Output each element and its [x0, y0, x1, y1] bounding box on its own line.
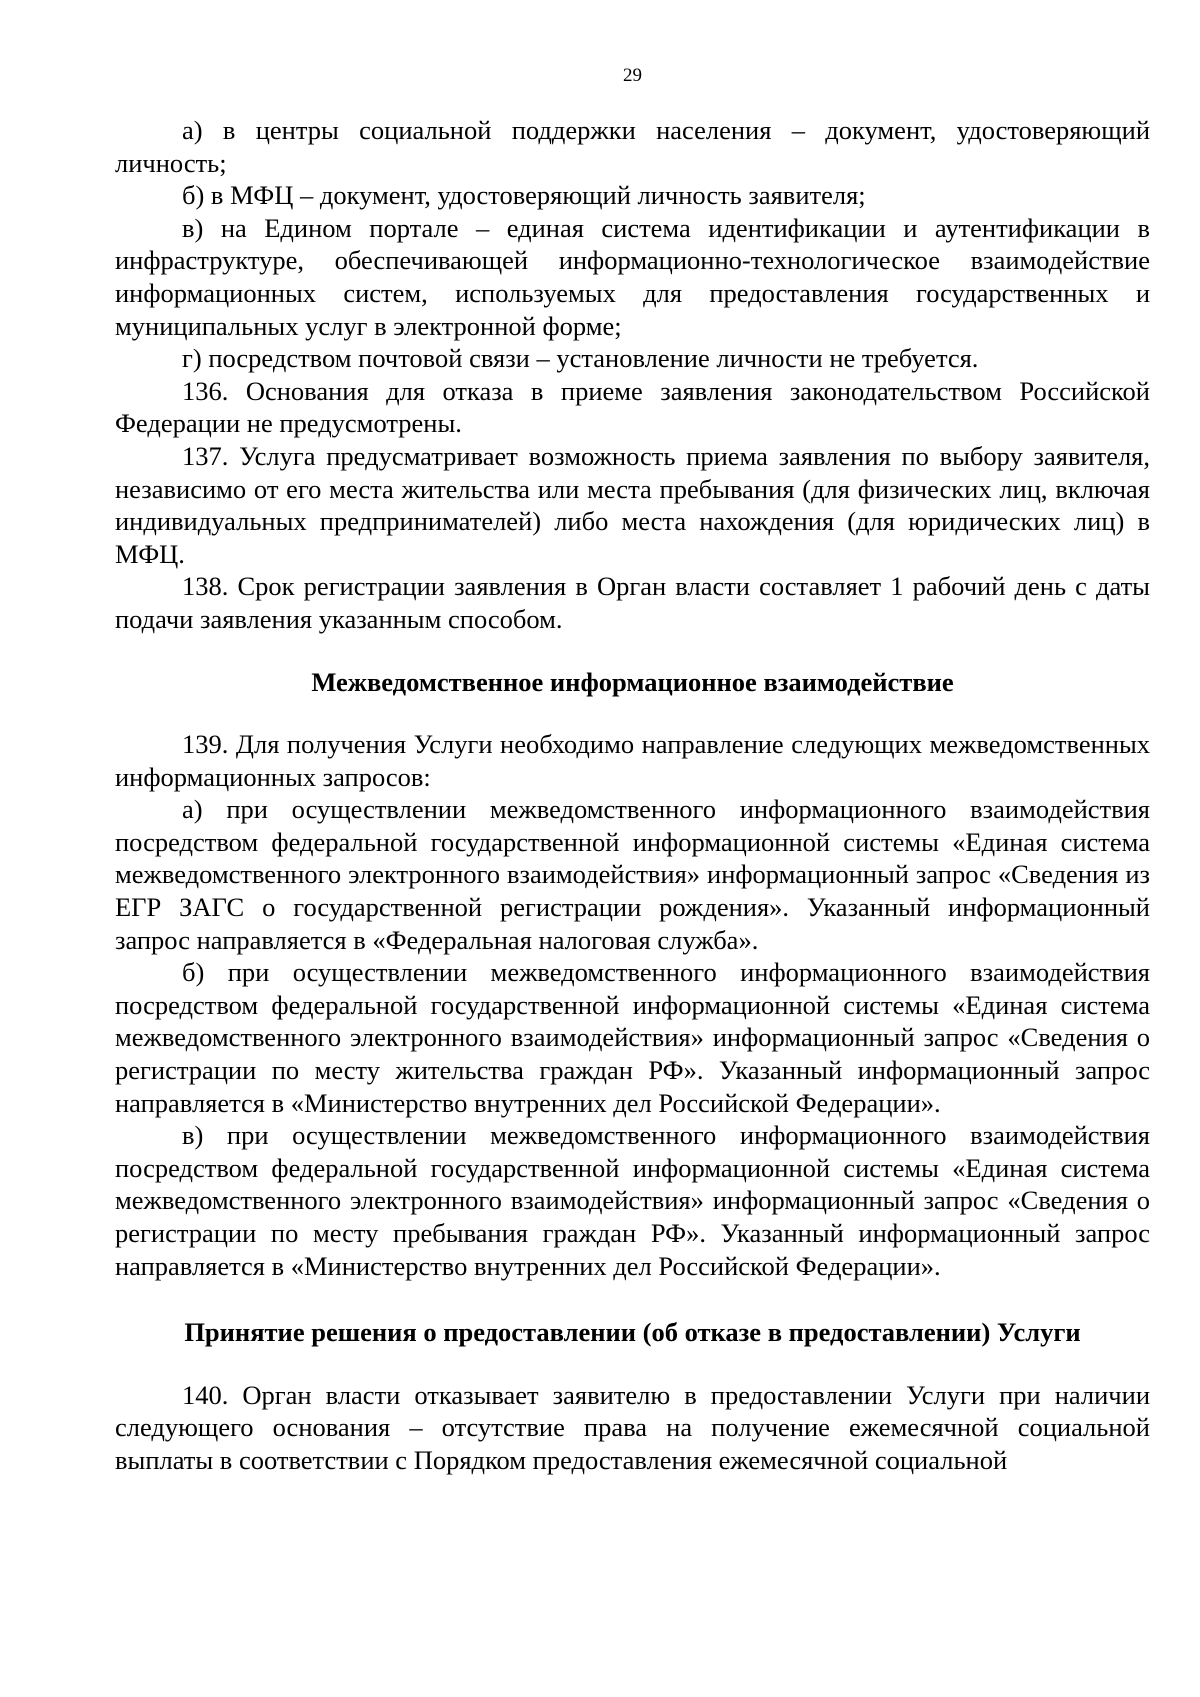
section-heading: Межведомственное информационное взаимодействие	[311, 666, 954, 697]
section-heading: Принятие решения о предоставлении (об отказе в предоставлении) Услуги	[184, 1317, 1081, 1348]
paragraph: в) при осуществлении межведомственного информационного взаимодействия посредством федеральной государственной информационной системы «Единая система межведомственного электронного взаимодействия» информационный запрос «Сведения о регистрации по месту пребывания граждан РФ». Указанный информационный запрос направляется в «Министерство внутренних дел Российской Федерации».	[115, 1120, 1150, 1281]
paragraph: 136. Основания для отказа в приеме заявления законодательством Российской Федерации не предусмотрены.	[115, 375, 1150, 439]
page-number: 29	[623, 65, 642, 86]
paragraph: 139. Для получения Услуги необходимо направление следующих межведомственных информационных запросов:	[115, 729, 1150, 792]
paragraph: 138. Срок регистрации заявления в Орган власти составляет 1 рабочий день с даты подачи заявления указанным способом.	[115, 571, 1150, 634]
paragraph: 140. Орган власти отказывает заявителю в предоставлении Услуги при наличии следующего основания – отсутствие права на получение ежемесячной социальной выплаты в соответствии с Порядком предоставления ежемесячной социальной	[115, 1379, 1150, 1475]
paragraph: г) посредством почтовой связи – установление личности не требуется.	[182, 343, 979, 374]
paragraph: а) при осуществлении межведомственного информационного взаимодействия посредством федеральной государственной информационной системы «Единая система межведомственного электронного взаимодействия» информационный запрос «Сведения из ЕГР ЗАГС о государственной регистрации рождения». Указанный информационный запрос направляется в «Федеральная налоговая служба».	[115, 794, 1150, 955]
paragraph: а) в центры социальной поддержки населения – документ, удостоверяющий личность;	[115, 115, 1150, 178]
paragraph: б) при осуществлении межведомственного информационного взаимодействия посредством федеральной государственной информационной системы «Единая система межведомственного электронного взаимодействия» информационный запрос «Сведения о регистрации по месту жительства граждан РФ». Указанный информационный запрос направляется в «Министерство внутренних дел Российской Федерации».	[115, 957, 1150, 1118]
paragraph: 137. Услуга предусматривает возможность приема заявления по выбору заявителя, независимо от его места жительства или места пребывания (для физических лиц, включая индивидуальных предпринимателей) либо места нахождения (для юридических лиц) в МФЦ.	[115, 440, 1150, 569]
paragraph: в) на Едином портале – единая система идентификации и аутентификации в инфраструктуре, обеспечивающей информационно-технологическое взаимодействие информационных систем, используемых для предоставления государственных и муниципальных услуг в электронной форме;	[115, 212, 1150, 341]
paragraph: б) в МФЦ – документ, удостоверяющий личность заявителя;	[182, 180, 866, 211]
